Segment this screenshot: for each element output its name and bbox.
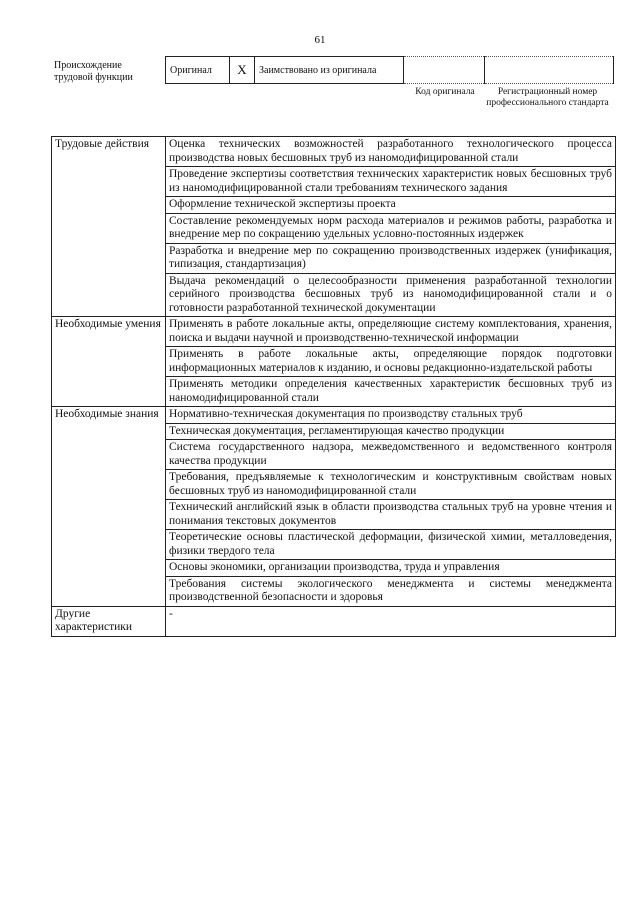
labor-action-item: Проведение экспертизы соответствия технических характеристик новых бесшовных труб из наномодифицированной стали требованиям технического задания <box>166 167 616 197</box>
knowledge-item: Технический английский язык в области производства стальных труб на уровне чтения и понимания текстовых документов <box>166 500 616 530</box>
knowledge-item: Основы экономики, организации производства, труда и управления <box>166 560 616 577</box>
origin-reg-number-cell <box>485 57 614 84</box>
skill-item: Применять методики определения качественных характеристик бесшовных труб из наномодифицированной стали <box>166 377 616 407</box>
origin-code-cell <box>404 57 485 84</box>
knowledge-item: Система государственного надзора, межведомственного и ведомственного контроля качества продукции <box>166 440 616 470</box>
origin-code-caption: Код оригинала <box>415 87 475 97</box>
labor-action-item: Оценка технических возможностей разработанного технологического процесса производства новых бесшовных труб из наномодифицированной стали <box>166 137 616 167</box>
skill-item: Применять в работе локальные акты, определяющие порядок подготовки информационных материалов к изданию, и основы редакционно-издательской работы <box>166 347 616 377</box>
origin-original-cell: Оригинал <box>166 57 230 84</box>
knowledge-item: Теоретические основы пластической деформации, физической химии, металловедения, физики твердого тела <box>166 530 616 560</box>
labor-action-item: Выдача рекомендаций о целесообразности применения разработанной технологии серийного производства бесшовных труб из наномодифицированной стали и о готовности разработанной технической документации <box>166 273 616 317</box>
knowledge-item: Требования, предъявляемые к технологическим и конструктивным свойствам новых бесшовных труб из наномодифицированной стали <box>166 470 616 500</box>
section-label-skills: Необходимые умения <box>52 317 166 407</box>
page-number: 61 <box>314 34 326 46</box>
labor-action-item: Оформление технической экспертизы проекта <box>166 197 616 214</box>
origin-label: Происхождение трудовой функции <box>54 60 133 83</box>
table-row <box>52 137 616 167</box>
labor-action-item: Разработка и внедрение мер по сокращению производственных издержек (унификация, типизация, стандартизация) <box>166 243 616 273</box>
origin-mark-cell: X <box>230 57 255 84</box>
skill-item: Применять в работе локальные акты, определяющие систему комплектования, хранения, поиска и выдачи научной и производственно-технической информации <box>166 317 616 347</box>
knowledge-item: Техническая документация, регламентирующая качество продукции <box>166 423 616 440</box>
section-label-labor-actions: Трудовые действия <box>52 137 166 317</box>
table-row <box>52 606 616 636</box>
table-row <box>52 317 616 347</box>
labor-function-table <box>51 136 616 637</box>
section-label-other: Другие характеристики <box>52 606 166 636</box>
knowledge-item: Нормативно-техническая документация по производству стальных труб <box>166 407 616 424</box>
origin-borrowed-cell: Заимствовано из оригинала <box>255 57 404 84</box>
knowledge-item: Требования системы экологического менеджмента и системы менеджмента производственной безопасности и здоровья <box>166 576 616 606</box>
origin-reg-caption: Регистрационный номер профессионального стандарта <box>486 87 609 108</box>
origin-table <box>165 56 614 84</box>
labor-action-item: Составление рекомендуемых норм расхода материалов и режимов работы, разработка и внедрение мер по сокращению удельных условно-постоянных издержек <box>166 213 616 243</box>
other-characteristics-value: - <box>166 606 616 636</box>
table-row <box>52 407 616 424</box>
section-label-knowledge: Необходимые знания <box>52 407 166 607</box>
